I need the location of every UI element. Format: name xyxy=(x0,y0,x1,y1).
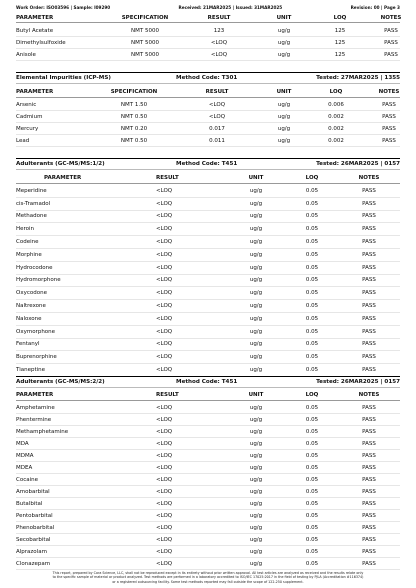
table-row xyxy=(16,450,400,462)
loq-cell: 0.05 xyxy=(305,303,319,310)
loq-cell: 0.05 xyxy=(305,548,319,555)
param-cell: Codeine xyxy=(16,239,39,246)
notes-cell: PASS xyxy=(362,315,376,322)
param-cell: Fentanyl xyxy=(16,341,40,348)
section-name: Adulterants (GC-MS/MS:1/2) xyxy=(16,161,105,167)
param-cell: Dimethylsulfoxide xyxy=(16,39,66,46)
unit-cell: ug/g xyxy=(249,500,263,507)
notes-cell: PASS xyxy=(382,137,396,144)
header-divider xyxy=(16,97,400,98)
table-row xyxy=(16,25,400,37)
loq-cell: 0.05 xyxy=(305,464,319,471)
unit-cell: ug/g xyxy=(249,428,263,435)
loq-cell: 0.002 xyxy=(328,137,344,144)
loq-cell: 0.05 xyxy=(305,354,319,361)
loq-cell: 0.05 xyxy=(305,213,319,220)
notes-cell: PASS xyxy=(362,354,376,361)
param-cell: Hydrocodone xyxy=(16,264,53,271)
loq-cell: 0.05 xyxy=(305,560,319,567)
notes-cell: PASS xyxy=(362,251,376,258)
unit-cell: ug/g xyxy=(249,303,263,310)
unit-cell: ug/g xyxy=(249,560,263,567)
result-cell: <LOQ xyxy=(156,512,173,519)
section-title-adulterants-2 xyxy=(16,376,400,388)
result-cell: <LOQ xyxy=(156,239,173,246)
table-row xyxy=(16,438,400,450)
table-row xyxy=(16,198,400,211)
result-cell: <LOQ xyxy=(156,251,173,258)
elemental-header-row xyxy=(16,87,400,96)
loq-cell: 0.05 xyxy=(305,512,319,519)
table-row xyxy=(16,313,400,326)
result-cell: <LOQ xyxy=(156,548,173,555)
tested-date: Tested: 26MAR2025 | 0157 xyxy=(316,161,400,167)
loq-cell: 0.05 xyxy=(305,328,319,335)
loq-cell: 0.05 xyxy=(305,341,319,348)
notes-cell: PASS xyxy=(362,367,376,374)
table-row xyxy=(16,99,400,111)
notes-cell: PASS xyxy=(362,416,376,423)
notes-cell: PASS xyxy=(362,560,376,567)
result-cell: <LOQ xyxy=(156,536,173,543)
unit-cell: ug/g xyxy=(249,452,263,459)
adulterants2-header-row xyxy=(16,390,400,399)
notes-cell: PASS xyxy=(362,404,376,411)
result-cell: <LOQ xyxy=(156,264,173,271)
unit-cell: ug/g xyxy=(277,27,291,34)
param-cell: Amphetamine xyxy=(16,404,55,411)
param-cell: Morphine xyxy=(16,251,42,258)
param-cell: Buprenorphine xyxy=(16,354,57,361)
table-row xyxy=(16,287,400,300)
col-loq: LOQ xyxy=(305,391,319,398)
unit-cell: ug/g xyxy=(249,416,263,423)
result-cell: <LOQ xyxy=(156,290,173,297)
col-notes: NOTES xyxy=(380,14,402,21)
result-cell: <LOQ xyxy=(156,452,173,459)
loq-cell: 0.05 xyxy=(305,440,319,447)
revision-page-info: Revision: 00 | Page 3 xyxy=(350,5,400,10)
loq-cell: 0.05 xyxy=(305,476,319,483)
unit-cell: ug/g xyxy=(249,251,263,258)
table-row xyxy=(16,262,400,275)
unit-cell: ug/g xyxy=(249,290,263,297)
unit-cell: ug/g xyxy=(249,464,263,471)
unit-cell: ug/g xyxy=(277,137,291,144)
loq-cell: 0.05 xyxy=(305,367,319,374)
param-cell: Cocaine xyxy=(16,476,38,483)
table-row xyxy=(16,351,400,364)
result-cell: <LOQ xyxy=(156,354,173,361)
adulterants1-header-row xyxy=(16,173,400,182)
header-divider xyxy=(16,22,400,23)
unit-cell: ug/g xyxy=(249,226,263,233)
section-title-adulterants-1 xyxy=(16,158,400,170)
param-cell: Methamphetamine xyxy=(16,428,69,435)
result-cell: <LOQ xyxy=(156,524,173,531)
table-row xyxy=(16,185,400,198)
table-row xyxy=(16,37,400,49)
report-footer xyxy=(16,571,400,584)
unit-cell: ug/g xyxy=(249,536,263,543)
loq-cell: 0.05 xyxy=(305,200,319,207)
col-loq: LOQ xyxy=(333,14,347,21)
method-code: Method Code: T451 xyxy=(176,161,238,167)
notes-cell: PASS xyxy=(362,303,376,310)
report-header xyxy=(16,3,400,12)
notes-cell: PASS xyxy=(362,512,376,519)
table-row xyxy=(16,534,400,546)
loq-cell: 0.05 xyxy=(305,500,319,507)
loq-cell: 0.05 xyxy=(305,315,319,322)
work-order-info: Work Order: ISO03596 | Sample: I09290 xyxy=(16,5,111,10)
table-row xyxy=(16,49,400,61)
spec-cell: NMT 5000 xyxy=(131,51,159,58)
param-cell: Hydromorphone xyxy=(16,277,61,284)
col-loq: LOQ xyxy=(305,174,319,181)
table-row xyxy=(16,510,400,522)
spec-cell: NMT 5000 xyxy=(131,39,159,46)
section-title-elemental xyxy=(16,72,400,84)
table-row xyxy=(16,522,400,534)
notes-cell: PASS xyxy=(362,328,376,335)
param-cell: Butyl Acetate xyxy=(16,27,54,34)
notes-cell: PASS xyxy=(362,277,376,284)
result-cell: <LOQ xyxy=(156,440,173,447)
notes-cell: PASS xyxy=(362,200,376,207)
table-row xyxy=(16,249,400,262)
col-result: RESULT xyxy=(156,391,179,398)
col-loq: LOQ xyxy=(329,88,343,95)
table-row xyxy=(16,223,400,236)
param-cell: Mercury xyxy=(16,125,39,132)
unit-cell: ug/g xyxy=(249,341,263,348)
param-cell: Pentobarbital xyxy=(16,512,53,519)
result-cell: <LOQ xyxy=(156,476,173,483)
param-cell: Alprazolam xyxy=(16,548,47,555)
param-cell: Butalbital xyxy=(16,500,43,507)
notes-cell: PASS xyxy=(362,341,376,348)
result-cell: 0.011 xyxy=(209,137,225,144)
param-cell: cis-Tramadol xyxy=(16,200,51,207)
loq-cell: 125 xyxy=(334,27,346,34)
tested-date: Tested: 27MAR2025 | 1355 xyxy=(316,75,400,81)
notes-cell: PASS xyxy=(362,524,376,531)
result-cell: <LOQ xyxy=(210,39,228,46)
loq-cell: 0.05 xyxy=(305,404,319,411)
loq-cell: 0.05 xyxy=(305,290,319,297)
param-cell: Naltrexone xyxy=(16,303,46,310)
param-cell: Amobarbital xyxy=(16,488,50,495)
param-cell: Oxycodone xyxy=(16,290,47,297)
col-result: RESULT xyxy=(207,14,231,21)
footer-line: This report, prepared by Cora Science, LLC, shall not be reproduced except in its entirety without prior written approval. All test articles are analyzed as received and the results relate only xyxy=(52,571,364,575)
param-cell: MDA xyxy=(16,440,29,447)
table-row xyxy=(16,498,400,510)
loq-cell: 0.002 xyxy=(328,113,344,120)
col-unit: UNIT xyxy=(276,88,292,95)
loq-cell: 125 xyxy=(334,51,346,58)
result-cell: <LOQ xyxy=(156,428,173,435)
table-row xyxy=(16,414,400,426)
unit-cell: ug/g xyxy=(249,440,263,447)
notes-cell: PASS xyxy=(362,548,376,555)
notes-cell: PASS xyxy=(362,239,376,246)
param-cell: Phenobarbital xyxy=(16,524,55,531)
loq-cell: 0.05 xyxy=(305,452,319,459)
unit-cell: ug/g xyxy=(249,476,263,483)
param-cell: Clonazepam xyxy=(16,560,51,567)
unit-cell: ug/g xyxy=(249,328,263,335)
section-name: Adulterants (GC-MS/MS:2/2) xyxy=(16,379,105,385)
result-cell: <LOQ xyxy=(156,303,173,310)
table-row xyxy=(16,135,400,147)
method-code: Method Code: T301 xyxy=(176,75,238,81)
notes-cell: PASS xyxy=(362,187,376,194)
result-cell: <LOQ xyxy=(156,404,173,411)
notes-cell: PASS xyxy=(362,536,376,543)
col-parameter: PARAMETER xyxy=(16,391,54,398)
notes-cell: PASS xyxy=(362,464,376,471)
spec-cell: NMT 0.50 xyxy=(120,137,148,144)
result-cell: <LOQ xyxy=(156,226,173,233)
loq-cell: 0.05 xyxy=(305,488,319,495)
notes-cell: PASS xyxy=(362,226,376,233)
result-cell: <LOQ xyxy=(156,560,173,567)
table-row xyxy=(16,486,400,498)
param-cell: Phentermine xyxy=(16,416,52,423)
table-row xyxy=(16,462,400,474)
spec-cell: NMT 1.50 xyxy=(120,101,148,108)
result-cell: <LOQ xyxy=(156,213,173,220)
dates-info: Received: 21MAR2025 | Issued: 31MAR2025 xyxy=(178,5,283,10)
param-cell: Naloxone xyxy=(16,315,42,322)
param-cell: Lead xyxy=(16,137,30,144)
spec-cell: NMT 5000 xyxy=(131,27,159,34)
unit-cell: ug/g xyxy=(249,367,263,374)
param-cell: Secobarbital xyxy=(16,536,51,543)
table-row xyxy=(16,300,400,313)
col-unit: UNIT xyxy=(276,14,292,21)
loq-cell: 0.05 xyxy=(305,536,319,543)
result-cell: <LOQ xyxy=(208,101,226,108)
param-cell: Meperidine xyxy=(16,187,47,194)
table-row xyxy=(16,211,400,224)
param-cell: Oxymorphone xyxy=(16,328,56,335)
notes-cell: PASS xyxy=(384,39,398,46)
col-notes: NOTES xyxy=(358,174,380,181)
col-result: RESULT xyxy=(156,174,179,181)
notes-cell: PASS xyxy=(362,500,376,507)
table-row xyxy=(16,111,400,123)
notes-cell: PASS xyxy=(362,440,376,447)
unit-cell: ug/g xyxy=(249,512,263,519)
result-cell: 0.017 xyxy=(209,125,225,132)
col-specification: SPECIFICATION xyxy=(110,88,158,95)
notes-cell: PASS xyxy=(382,125,396,132)
loq-cell: 0.006 xyxy=(328,101,344,108)
col-notes: NOTES xyxy=(378,88,400,95)
result-cell: 123 xyxy=(213,27,225,34)
table-row xyxy=(16,402,400,414)
notes-cell: PASS xyxy=(362,476,376,483)
result-cell: <LOQ xyxy=(210,51,228,58)
unit-cell: ug/g xyxy=(249,277,263,284)
unit-cell: ug/g xyxy=(249,354,263,361)
col-parameter: PARAMETER xyxy=(16,14,54,21)
loq-cell: 0.05 xyxy=(305,428,319,435)
param-cell: Heroin xyxy=(16,226,35,233)
unit-cell: ug/g xyxy=(249,315,263,322)
table-row xyxy=(16,339,400,352)
col-unit: UNIT xyxy=(248,391,264,398)
param-cell: MDMA xyxy=(16,452,34,459)
col-unit: UNIT xyxy=(248,174,264,181)
param-cell: Tianeptine xyxy=(16,367,46,374)
table-row xyxy=(16,236,400,249)
result-cell: <LOQ xyxy=(156,341,173,348)
result-cell: <LOQ xyxy=(156,416,173,423)
method-code: Method Code: T451 xyxy=(176,379,238,385)
solvents-header-row xyxy=(16,13,400,22)
param-cell: Arsenic xyxy=(16,101,37,108)
col-notes: NOTES xyxy=(358,391,380,398)
unit-cell: ug/g xyxy=(249,404,263,411)
col-specification: SPECIFICATION xyxy=(121,14,169,21)
notes-cell: PASS xyxy=(384,27,398,34)
result-cell: <LOQ xyxy=(156,328,173,335)
unit-cell: ug/g xyxy=(277,51,291,58)
unit-cell: ug/g xyxy=(249,200,263,207)
loq-cell: 0.05 xyxy=(305,524,319,531)
result-cell: <LOQ xyxy=(156,200,173,207)
result-cell: <LOQ xyxy=(156,464,173,471)
spec-cell: NMT 0.20 xyxy=(120,125,148,132)
table-row xyxy=(16,546,400,558)
loq-cell: 125 xyxy=(334,39,346,46)
unit-cell: ug/g xyxy=(277,113,291,120)
table-row xyxy=(16,326,400,339)
param-cell: MDEA xyxy=(16,464,33,471)
unit-cell: ug/g xyxy=(277,125,291,132)
unit-cell: ug/g xyxy=(249,239,263,246)
spec-cell: NMT 0.50 xyxy=(120,113,148,120)
loq-cell: 0.05 xyxy=(305,239,319,246)
result-cell: <LOQ xyxy=(156,187,173,194)
loq-cell: 0.05 xyxy=(305,277,319,284)
unit-cell: ug/g xyxy=(249,213,263,220)
table-row xyxy=(16,123,400,135)
loq-cell: 0.05 xyxy=(305,264,319,271)
loq-cell: 0.05 xyxy=(305,416,319,423)
unit-cell: ug/g xyxy=(249,264,263,271)
notes-cell: PASS xyxy=(384,51,398,58)
param-cell: Methadone xyxy=(16,213,47,220)
notes-cell: PASS xyxy=(362,213,376,220)
table-row xyxy=(16,275,400,288)
notes-cell: PASS xyxy=(362,264,376,271)
tested-date: Tested: 26MAR2025 | 0157 xyxy=(316,379,400,385)
unit-cell: ug/g xyxy=(249,524,263,531)
notes-cell: PASS xyxy=(382,101,396,108)
result-cell: <LOQ xyxy=(156,367,173,374)
result-cell: <LOQ xyxy=(156,488,173,495)
unit-cell: ug/g xyxy=(249,488,263,495)
result-cell: <LOQ xyxy=(156,315,173,322)
col-parameter: PARAMETER xyxy=(16,88,54,95)
col-parameter: PARAMETER xyxy=(44,174,82,181)
section-name: Elemental Impurities (ICP-MS) xyxy=(16,75,111,81)
result-cell: <LOQ xyxy=(156,277,173,284)
result-cell: <LOQ xyxy=(156,500,173,507)
param-cell: Cadmium xyxy=(16,113,43,120)
col-result: RESULT xyxy=(205,88,229,95)
loq-cell: 0.05 xyxy=(305,251,319,258)
unit-cell: ug/g xyxy=(277,101,291,108)
header-divider xyxy=(16,183,400,184)
table-row xyxy=(16,558,400,570)
result-cell: <LOQ xyxy=(208,113,226,120)
header-divider xyxy=(16,400,400,401)
notes-cell: PASS xyxy=(362,290,376,297)
loq-cell: 0.05 xyxy=(305,187,319,194)
footer-line: to the specific sample of material or product analyzed. Test methods are performed in a laboratory accredited to ISO/IEC 17025:2017 in the field of testing by PJLA (Accreditation #116374) xyxy=(52,575,364,580)
notes-cell: PASS xyxy=(362,452,376,459)
notes-cell: PASS xyxy=(382,113,396,120)
unit-cell: ug/g xyxy=(249,548,263,555)
notes-cell: PASS xyxy=(362,428,376,435)
notes-cell: PASS xyxy=(362,488,376,495)
unit-cell: ug/g xyxy=(277,39,291,46)
param-cell: Anisole xyxy=(16,51,36,58)
table-row xyxy=(16,426,400,438)
loq-cell: 0.05 xyxy=(305,226,319,233)
unit-cell: ug/g xyxy=(249,187,263,194)
footer-line: or a registered outsourcing facility. Some test methods reported may fall outside the scope of 122-250 supplement. xyxy=(112,579,304,584)
table-row xyxy=(16,474,400,486)
loq-cell: 0.002 xyxy=(328,125,344,132)
